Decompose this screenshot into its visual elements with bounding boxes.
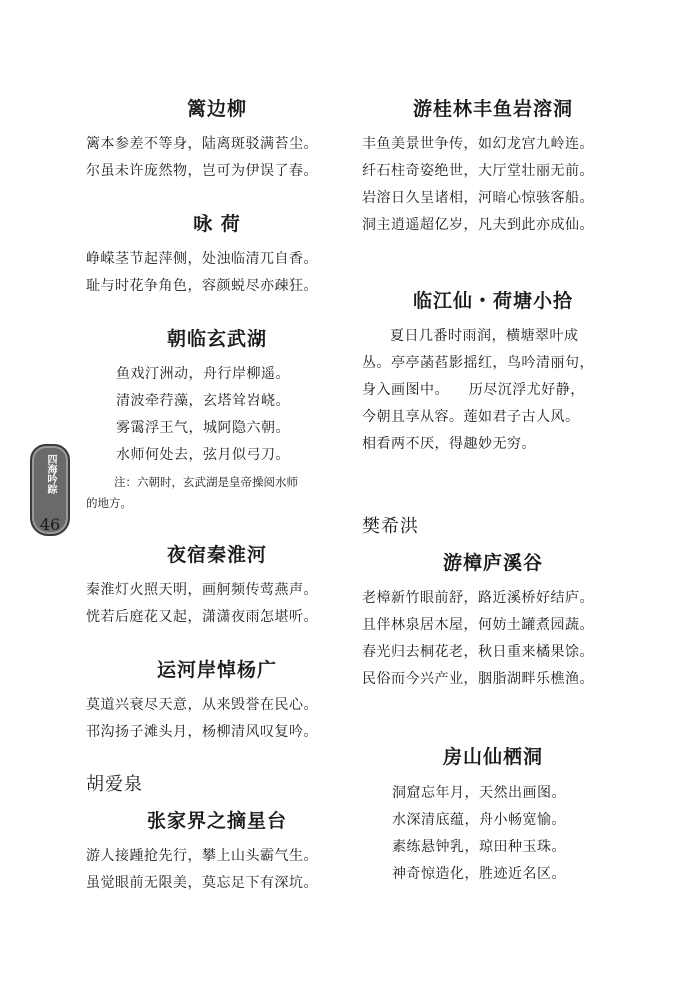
- poem-line: 民俗而今兴产业，胭脂湖畔乐樵渔。: [362, 671, 594, 687]
- poem-line: 丰鱼美景世争传，如幻龙宫九岭连。: [362, 136, 594, 152]
- poem-line: 且伴林泉居木屋，何妨土罐煮园蔬。: [362, 617, 594, 633]
- poem-line: 尔虽未许庞然物，岂可为伊误了春。: [86, 163, 318, 179]
- poem-title: 房山仙栖洞: [442, 746, 543, 768]
- poem-line: 清波牵荇藻，玄塔耸岧峣。: [116, 393, 290, 409]
- poem-line: 莫道兴衰尽天意，从来毁誉在民心。: [86, 697, 318, 713]
- poem-line: 耻与时花争角色，容颜蜕尽亦疎狂。: [86, 278, 318, 294]
- poem-line: 洞窟忘年月，天然出画图。: [392, 785, 566, 801]
- poem-line: 雾霭浮王气，城阿隐六朝。: [116, 420, 290, 436]
- poem-line: 游人接踵抢先行，攀上山头霸气生。: [86, 848, 318, 864]
- poem-line: 鱼戏汀洲动，舟行岸柳遥。: [116, 366, 290, 382]
- poem-line: 峥嵘茎节起萍侧，处浊临清兀自香。: [86, 251, 318, 267]
- poem-title: 游樟庐溪谷: [442, 552, 543, 574]
- poem-line: 相看两不厌，得趣妙无穷。: [362, 436, 536, 452]
- poem-title: 运河岸悼杨广: [156, 659, 277, 681]
- poem-line: 秦淮灯火照天明，画舸频传莺燕声。: [86, 582, 318, 598]
- author-name: 胡爱泉: [86, 774, 143, 795]
- poem-line: 岩溶日久呈诸相，河暗心惊骇客船。: [362, 190, 594, 206]
- poem-line: 神奇惊造化，胜迹近名区。: [392, 866, 566, 882]
- poem-title: 临江仙・荷塘小拾: [412, 290, 573, 312]
- footnote: 的地方。: [86, 496, 132, 510]
- poem-line: 素练悬钟乳，琼田种玉珠。: [392, 839, 566, 855]
- book-title-label: 四海吟踪: [45, 454, 56, 494]
- poem-title: 朝临玄武湖: [166, 328, 267, 350]
- poem-line: 邗沟扬子滩头月，杨柳清风叹复吟。: [86, 724, 318, 740]
- poem-line: 丛。亭亭菡萏影摇红，鸟吟清丽句，: [362, 355, 594, 371]
- poem-title: 咏 荷: [193, 213, 241, 235]
- poem-line: 老樟新竹眼前舒，路近溪桥好结庐。: [362, 590, 594, 606]
- poem-line: 虽觉眼前无限美，莫忘足下有深坑。: [86, 875, 318, 891]
- poem-title: 篱边柳: [186, 98, 247, 120]
- page-number: 46: [39, 515, 61, 534]
- poem-line: 水师何处去，弦月似弓刀。: [116, 447, 290, 463]
- author-name: 樊希洪: [362, 516, 419, 537]
- poem-line: 身入画图中。 历尽沉浮尤好静，: [362, 382, 585, 398]
- poem-title: 夜宿秦淮河: [166, 544, 267, 566]
- footnote: 注：六朝时，玄武湖是皇帝操阅水师: [114, 475, 298, 489]
- poem-line: 洞主逍遥超亿岁，凡夫到此亦成仙。: [362, 217, 594, 233]
- poem-title: 游桂林丰鱼岩溶洞: [412, 98, 573, 120]
- poem-line: 夏日几番时雨润，横塘翠叶成: [390, 328, 579, 344]
- poem-line: 恍若后庭花又起，潇潇夜雨怎堪听。: [86, 609, 318, 625]
- poem-line: 水深清底蕴，舟小畅宽愉。: [392, 812, 566, 828]
- poem-line: 篱本参差不等身，陆离斑驳满苔尘。: [86, 136, 318, 152]
- poem-line: 纤石柱奇姿绝世，大厅堂壮丽无前。: [362, 163, 594, 179]
- poem-title: 张家界之摘星台: [146, 810, 287, 832]
- poem-line: 春光归去桐花老，秋日重来橘果馀。: [362, 644, 594, 660]
- poem-line: 今朝且享从容。莲如君子古人风。: [362, 409, 580, 425]
